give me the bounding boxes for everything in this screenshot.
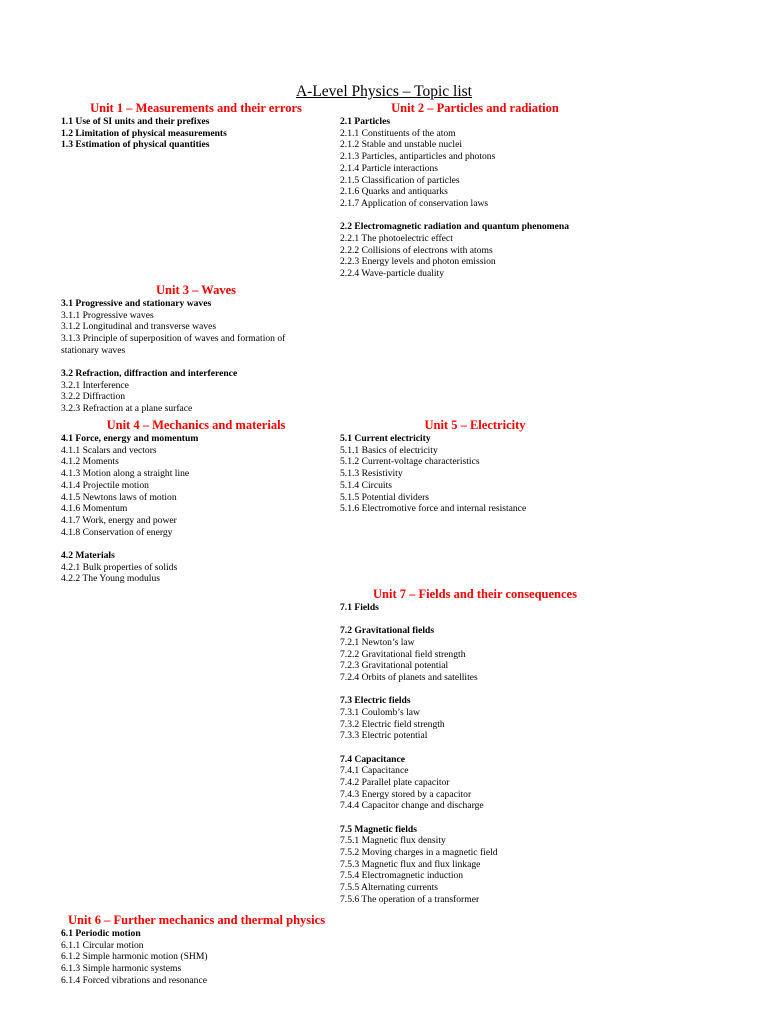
topic-item: 2.2.4 Wave-particle duality [340,267,445,279]
topic-block [340,116,610,210]
unit-heading: Unit 6 – Further mechanics and thermal physics [68,913,326,927]
topic-item: 5.1.4 Circuits [340,479,392,491]
unit-heading: Unit 2 – Particles and radiation [391,101,559,115]
topic-item: 7.4.2 Parallel plate capacitor [340,776,450,788]
topic-item: 7.3.2 Electric field strength [340,718,445,730]
topic-item: 7.4.3 Energy stored by a capacitor [340,788,472,800]
section-title: 7.4 Capacitance [340,753,406,765]
topic-block [61,550,331,585]
topic-item: 7.5.3 Magnetic flux and flux linkage [340,858,481,870]
topic-item: 4.2.1 Bulk properties of solids [61,561,178,573]
topic-item: 7.3.1 Coulomb’s law [340,706,420,718]
unit-6-section [61,913,331,987]
topic-item: 3.2.2 Diffraction [61,391,126,403]
topic-item: 4.1.8 Conservation of energy [61,526,173,538]
topic-item: 5.1.5 Potential dividers [340,491,429,503]
topic-item: 4.1.6 Momentum [61,503,128,515]
topic-item: 2.1.6 Quarks and antiquarks [340,186,448,198]
unit-heading: Unit 7 – Fields and their consequences [373,587,577,601]
section-title: 2.2 Electromagnetic radiation and quantum phenomena [340,221,570,233]
topic-item: 3.1.3 Principle of superposition of waves and formation of stationary waves [61,333,286,356]
topic-item: 3.2.1 Interference [61,379,129,391]
unit-1-section [61,101,331,151]
topic-item: 4.1.1 Scalars and vectors [61,444,157,456]
section-title: 4.2 Materials [61,549,115,561]
topic-block [61,368,331,415]
topic-item: 7.5.5 Alternating currents [340,882,439,894]
topic-block [61,928,331,987]
topic-item: 2.1.7 Application of conservation laws [340,197,489,209]
topic-item: 2.1.4 Particle interactions [340,162,439,174]
unit-heading: Unit 3 – Waves [156,283,236,297]
topic-item: 7.2.2 Gravitational field strength [340,648,466,660]
topic-item: 3.2.3 Refraction at a plane surface [61,403,193,415]
topic-item: 4.2.2 The Young modulus [61,573,160,585]
topic-item: 6.1.2 Simple harmonic motion (SHM) [61,951,208,963]
topic-item: 7.2.1 Newton’s law [340,636,415,648]
topic-item: 7.4.4 Capacitor change and discharge [340,800,484,812]
topic-item: 4.1.5 Newtons laws of motion [61,491,177,503]
topic-block [61,116,331,151]
topic-item: 1.2 Limitation of physical measurements [61,127,227,139]
unit-2-section [340,101,610,280]
section-title: 7.3 Electric fields [340,695,411,707]
topic-item: 6.1.4 Forced vibrations and resonance [61,974,207,986]
topic-item: 7.4.1 Capacitance [340,765,409,777]
topic-item: 4.1.4 Projectile motion [61,479,149,491]
topic-item: 7.5.6 The operation of a transformer [340,893,480,905]
topic-item: 7.2.3 Gravitational potential [340,660,449,672]
topic-item: 1.1 Use of SI units and their prefixes [61,116,210,127]
topic-item: 3.1.1 Progressive waves [61,309,154,321]
topic-block [340,625,610,684]
topic-block [340,824,610,906]
topic-item: 7.2.4 Orbits of planets and satellites [340,672,478,684]
topic-item: 5.1.1 Basics of electricity [340,444,438,456]
topic-item: 5.1.6 Electromotive force and internal resistance [340,503,527,515]
section-title: 5.1 Current electricity [340,433,431,444]
topic-item: 2.2.3 Energy levels and photon emission [340,256,496,268]
unit-heading: Unit 4 – Mechanics and materials [106,418,286,432]
topic-block [340,695,610,742]
topic-item: 7.5.2 Moving charges in a magnetic field [340,846,498,858]
topic-block [340,433,610,515]
topic-item: 6.1.3 Simple harmonic systems [61,963,182,975]
topic-block [61,298,331,357]
section-title: 2.1 Particles [340,116,391,127]
topic-item: 2.1.3 Particles, antiparticles and photons [340,151,496,163]
topic-item: 2.2.2 Collisions of electrons with atoms [340,244,493,256]
topic-item: 7.3.3 Electric potential [340,730,428,742]
topic-item: 4.1.2 Moments [61,456,119,468]
section-title: 3.2 Refraction, diffraction and interference [61,368,238,380]
topic-block [61,433,331,538]
topic-item: 5.1.3 Resistivity [340,468,403,480]
unit-4-section [61,418,331,585]
section-title: 4.1 Force, energy and momentum [61,433,199,444]
topic-block [340,221,610,280]
topic-block [340,754,610,813]
topic-block [340,602,610,614]
topic-item: 7.5.4 Electromagnetic induction [340,870,464,882]
section-title: 7.1 Fields [340,602,379,613]
topic-item: 2.1.5 Classification of particles [340,174,460,186]
section-title: 7.2 Gravitational fields [340,625,435,637]
topic-item: 4.1.3 Motion along a straight line [61,468,190,480]
topic-item: 2.2.1 The photoelectric effect [340,232,453,244]
section-title: 3.1 Progressive and stationary waves [61,298,212,309]
topic-item: 5.1.2 Current-voltage characteristics [340,456,480,468]
topic-item: 2.1.1 Constituents of the atom [340,127,456,139]
unit-heading: Unit 1 – Measurements and their errors [90,101,302,115]
unit-3-section [61,283,331,415]
section-title: 7.5 Magnetic fields [340,823,418,835]
topic-item: 6.1.1 Circular motion [61,939,144,951]
page-title: A-Level Physics – Topic list [295,83,472,100]
unit-5-section [340,418,610,515]
topic-item: 1.3 Estimation of physical quantities [61,139,210,151]
topic-item: 7.5.1 Magnetic flux density [340,835,446,847]
topic-item: 3.1.2 Longitudinal and transverse waves [61,321,217,333]
unit-heading: Unit 5 – Electricity [424,418,526,432]
section-title: 6.1 Periodic motion [61,928,141,939]
topic-item: 4.1.7 Work, energy and power [61,514,177,526]
topic-item: 2.1.2 Stable and unstable nuclei [340,139,463,151]
unit-7-section [340,587,610,905]
